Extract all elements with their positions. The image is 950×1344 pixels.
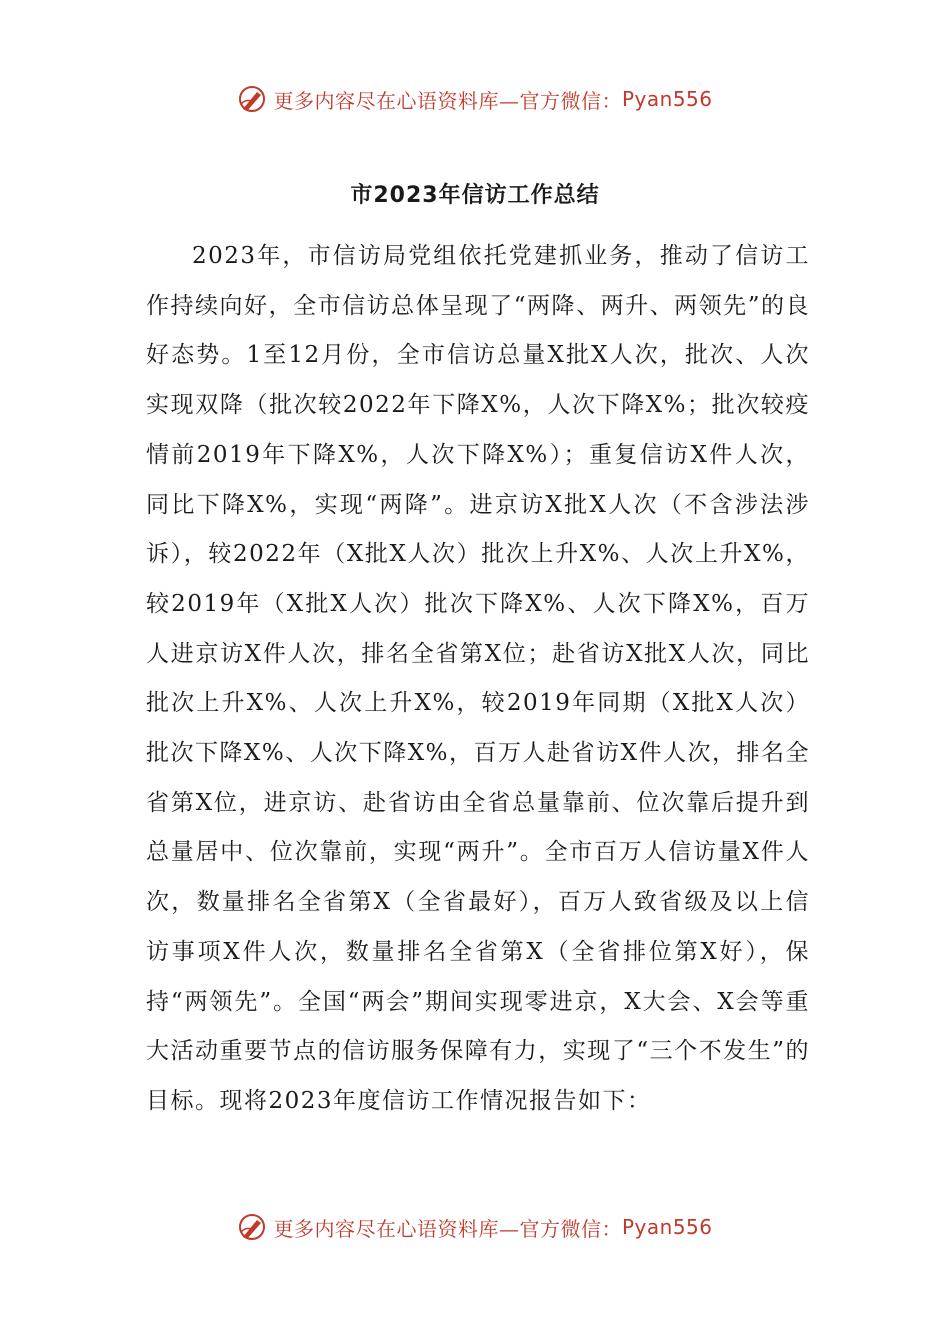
pen-circle-logo-icon — [237, 84, 267, 114]
footer-watermark — [0, 1212, 950, 1242]
watermark-text: 更多内容尽在心语资料库—官方微信： — [273, 1216, 622, 1241]
watermark-wechat-id: Pyan556 — [621, 87, 713, 111]
watermark-wechat-id: Pyan556 — [621, 1215, 713, 1239]
body-paragraph: 2023年，市信访局党组依托党建抓业务，推动了信访工作持续向好，全市信访总体呈现了“两降、两升、两领先”的良好态势。1至12月份，全市信访总量X批X人次，批次、人次实现双降（批次较2022年下降X%，人次下降X%；批次较疫情前2019年下降X%，人次下降X%）；重复信访X件人次，同比下降X%，实现“两降”。进京访X批X人次（不含涉法涉诉），较2022年（X批X人次）批次上升X%、人次上升X%，较2019年（X批X人次）批次下降X%、人次下降X%，百万人进京访X件人次，排名全省第X位；赴省访X批X人次，同比批次上升X%、人次上升X%，较2019年同期（X批X人次）批次下降X%、人次下降X%，百万人赴省访X件人次，排名全省第X位，进京访、赴省访由全省总量靠前、位次靠后提升到总量居中、位次靠前，实现“两升”。全市百万人信访量X件人次，数量排名全省第X（全省最好），百万人致省级及以上信访事项X件人次，数量排名全省第X（全省排位第X好），保持“两领先”。全国“两会”期间实现零进京，X大会、X会等重大活动重要节点的信访服务保障有力，实现了“三个不发生”的目标。现将2023年度信访工作情况报告如下： — [146, 243, 810, 1114]
watermark-text: 更多内容尽在心语资料库—官方微信： — [273, 88, 622, 113]
pen-circle-logo-icon — [237, 1212, 267, 1242]
document-title: 市2023年信访工作总结 — [350, 183, 600, 208]
header-watermark — [0, 84, 950, 114]
